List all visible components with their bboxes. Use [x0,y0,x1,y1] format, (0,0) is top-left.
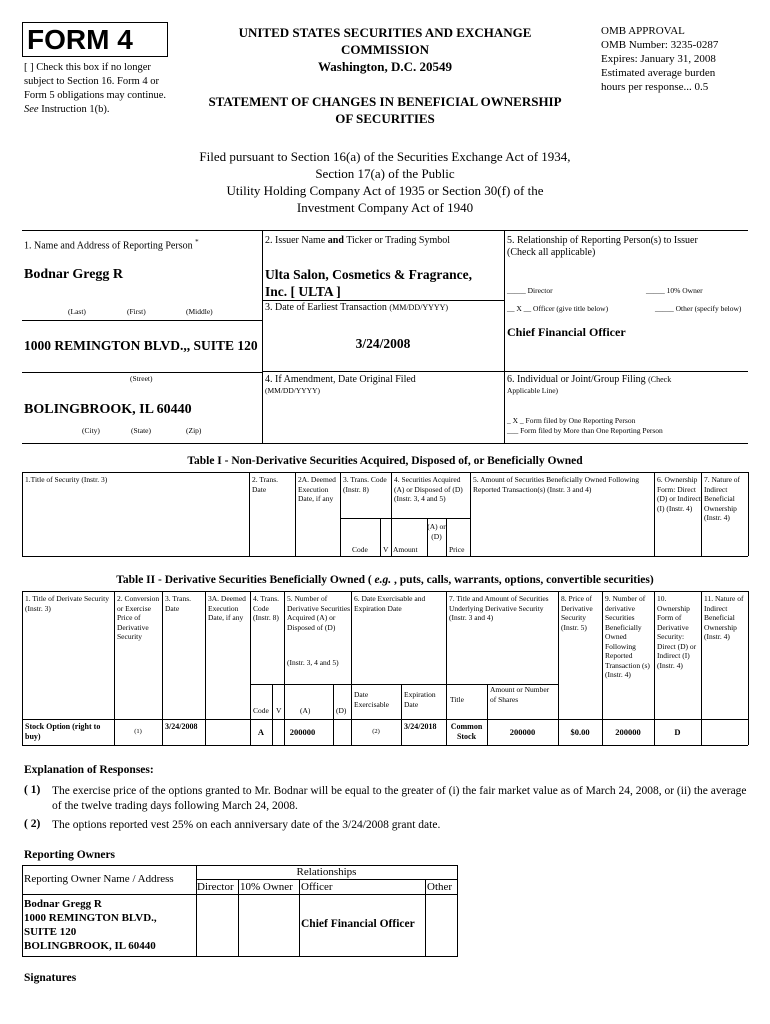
t2-row-owned: 200000 [615,727,641,737]
agency-line1: UNITED STATES SECURITIES AND EXCHANGE [238,25,532,40]
street-label: (Street) [130,374,153,383]
form-title: FORM 4 [27,24,133,55]
t1-sub-v: V [383,545,389,554]
filing-more: ___ Form filed by More than One Reporting Person [507,426,663,435]
t2-v-a [333,684,334,745]
statement-title [170,93,600,127]
omb-line2: OMB Number: 3235-0287 [601,39,719,51]
table1-bottom [22,556,748,557]
t2-sub-exp: Expiration Date [404,690,436,709]
t2-v4 [250,591,251,745]
t1-col7: 7. Nature of Indirect Beneficial Ownership (Instr. 4) [704,475,741,522]
t1-v0 [22,472,23,556]
reporting-person-name: Bodnar Gregg R [24,267,124,282]
t2-col10: 10. Ownership Form of Derivative Security: Direct (D) or Indirect (I) (Instr. 4) [657,594,697,670]
t2-sub-d: (D) [336,706,347,715]
t2-sub-date-ex: Date Exercisable [354,690,389,709]
t1-col2a: 2A. Deemed Execution Date, if any [298,475,336,503]
t2-row-title: Common Stock [450,722,483,741]
filed-line1: Filed pursuant to Section 16(a) of the Securities Exchange Act of 1934, [199,149,571,164]
t1-v5 [470,472,471,556]
ro-owner-address: Bodnar Gregg R 1000 REMINGTON BLVD., SUITE 120 BOLINGBROOK, IL 60440 [24,898,157,952]
t2-v11 [701,591,702,745]
city-state-zip: BOLINGBROOK, IL 60440 [24,402,192,417]
t1-subrule [340,518,470,519]
t1-col4: 4. Securities Acquired (A) or Disposed of (D) (Instr. 3, 4 and 5) [394,475,463,503]
ro-v2 [238,879,239,956]
t2-col4: 4. Trans. Code (Instr. 8) [253,594,280,622]
t1-sub-code: Code [352,545,368,554]
t1-col6: 6. Ownership Form: Direct (D) or Indirect (I) (Instr. 4) [657,475,701,513]
t2-v0 [22,591,23,745]
omb-approval [601,24,766,94]
street-address: 1000 REMINGTON BLVD.,, SUITE 120 [24,338,258,353]
see-instruction-rest: Instruction 1(b). [38,104,110,115]
t2-sub-v: V [276,706,282,715]
t1-sub-aord: (A) or (D) [427,522,446,541]
t1-v7 [701,472,702,556]
see-instruction-italic: See [24,104,39,115]
ro-col-ten: 10% Owner [240,881,293,893]
reporting-owners-heading: Reporting Owners [24,849,116,861]
rule-date [262,371,504,372]
issuer-label: 2. Issuer Name and Ticker or Trading Symbol [265,235,451,246]
rule-section-bottom [22,443,748,444]
omb-line5: hours per response... 0.5 [601,81,709,93]
agency-line2: COMMISSION [340,42,430,57]
table2-header-bottom [22,719,748,720]
earliest-date-label: 3. Date of Earliest Transaction (MM/DD/YYYY) [265,302,449,313]
t2-v5 [284,591,285,745]
amendment-format: (MM/DD/YYYY) [265,386,320,395]
filed-pursuant [100,148,670,216]
check-box-note-text: [ ] Check this box if no longer subject to Section 16. Form 4 or Form 5 obligations may continue. [24,62,167,101]
relationship-label: 5. Relationship of Reporting Person(s) to Issuer (Check all applicable) [507,235,698,258]
t2-v3 [205,591,206,745]
t2-row-ownership-form: D [674,727,681,737]
t1-v1 [249,472,250,556]
t2-v9 [602,591,603,745]
t2-col5b: (Instr. 3, 4 and 5) [287,658,339,667]
table2-bottom [22,745,748,746]
t1-v-v [380,518,381,556]
t2-col2: 2. Conversion or Exercise Price of Derivative Security [117,594,160,641]
t1-v2 [295,472,296,556]
city-label: (City) [82,426,100,435]
omb-line3: Expires: January 31, 2008 [601,53,716,65]
t2-sub-title: Title [450,695,464,704]
amendment-label: 4. If Amendment, Date Original Filed [265,374,416,385]
t2-v12 [748,591,749,745]
t2-row-amount: 200000 [509,727,536,737]
filing-one: _ X _ Form filed by One Reporting Person [507,416,636,425]
agency-block [170,24,600,75]
t1-col3: 3. Trans. Code (Instr. 8) [343,475,387,494]
statement-line2: OF SECURITIES [335,111,435,126]
t2-sub-amount: Amount or Number of Shares [490,685,550,704]
rel-other: _____ Other (specify below) [655,304,742,313]
t2-v-exp [401,684,402,745]
first-label: (First) [127,307,146,316]
omb-line4: Estimated average burden [601,67,716,79]
ro-v1 [196,865,197,956]
check-box-note [24,61,174,117]
t2-row-security: Stock Option (right to buy) [25,722,101,741]
t2-row-exp-date: 3/24/2018 [404,722,437,731]
rule-rel [504,371,748,372]
reporting-person-label: 1. Name and Address of Reporting Person * [24,238,199,252]
filed-line2: Section 17(a) of the Public [315,166,455,181]
ro-v4 [425,879,426,956]
ro-header-rule [22,894,457,895]
filed-line3: Utility Holding Company Act of 1935 or Section 30(f) of the [226,183,544,198]
zip-label: (Zip) [186,426,202,435]
earliest-date-value: 3/24/2008 [355,336,411,351]
officer-title: Chief Financial Officer [507,325,626,339]
t2-v6 [351,591,352,745]
ro-rel-rule [196,879,457,880]
rel-officer: __ X __ Officer (give title below) [507,304,609,313]
t1-sub-price: Price [449,545,465,554]
t2-col1: 1. Title of Derivate Security (Instr. 3) [25,594,109,613]
state-label: (State) [131,426,151,435]
rule-name [22,320,262,321]
t2-v2 [162,591,163,745]
t2-col9: 9. Number of derivative Securities Beneficially Owned Following Reported Transaction (s) (Instr. 4) [605,594,650,679]
t2-v10 [654,591,655,745]
t1-v4 [391,472,392,556]
ro-col-officer: Officer [301,881,333,893]
t2-row-code: A [257,727,265,737]
asterisk: * [195,238,199,246]
t1-v8 [748,472,749,556]
ro-col-name: Reporting Owner Name / Address [24,873,174,885]
t2-col6: 6. Date Exercisable and Expiration Date [354,594,426,613]
t1-sub-amount: Amount [393,545,418,554]
t2-row-acquired: 200000 [289,727,316,737]
note1-text: The exercise price of the options granted to Mr. Bodnar will be equal to the greater of (i) the fair market value as of March 24, 2008, or (ii) the average of the twelve trading days following March 24, 2008. [52,785,747,812]
ro-col-director: Director [197,881,234,893]
form-title-box [22,22,168,57]
table2-top [22,591,748,592]
issuer-name: Ulta Salon, Cosmetics & Fragrance, Inc. [ ULTA ] [265,267,472,299]
t2-col7: 7. Title and Amount of Securities Underlying Derivative Security (Instr. 3 and 4) [449,594,549,622]
rel-director: _____ Director [507,286,553,295]
t1-v-aord [446,518,447,556]
t2-col3a: 3A. Deemed Execution Date, if any [208,594,246,622]
rule-issuer [262,300,504,301]
ro-col-other: Other [427,881,453,893]
t1-v3 [340,472,341,556]
middle-label: (Middle) [186,307,213,316]
t1-col1: 1.Title of Security (Instr. 3) [25,475,108,484]
t2-col11: 11. Nature of Indirect Beneficial Ownership (Instr. 4) [704,594,744,641]
note1-num: ( 1) [24,784,41,796]
t2-sub-a: (A) [300,706,311,715]
ro-relationships: Relationships [296,866,357,878]
rel-ten-pct: _____ 10% Owner [646,286,703,295]
filing-label: 6. Individual or Joint/Group Filing (Check [507,374,672,385]
rule-street [22,372,262,373]
agency-line3: Washington, D.C. 20549 [318,59,452,74]
statement-line1: STATEMENT OF CHANGES IN BENEFICIAL OWNERSHIP [208,94,562,109]
omb-line1: OMB APPROVAL [601,25,685,37]
filing-sub: Applicable Line) [507,386,559,395]
t1-col2: 2. Trans. Date [252,475,279,494]
t1-v6 [654,472,655,556]
table2-title: Table II - Derivative Securities Beneficially Owned ( e.g. , puts, calls, warrants, options, convertible securities) [116,574,654,586]
t2-row-price: $0.00 [570,727,590,737]
t2-row-date-ex-note: (2) [372,728,380,735]
t2-row-trans-date: 3/24/2008 [165,722,198,731]
note2-text: The options reported vest 25% on each anniversary date of the 3/24/2008 grant date. [52,819,441,831]
t2-col8: 8. Price of Derivative Security (Instr. 5) [561,594,593,632]
ro-v3 [299,879,300,956]
ro-officer-value: Chief Financial Officer [301,918,415,930]
t1-col5: 5. Amount of Securities Beneficially Owned Following Reported Transaction(s) (Instr. 3 and 4) [473,475,640,494]
table1-title: Table I - Non-Derivative Securities Acquired, Disposed of, or Beneficially Owned [187,455,583,467]
filed-line4: Investment Company Act of 1940 [296,200,474,215]
t2-v8 [558,591,559,745]
last-label: (Last) [68,307,86,316]
t2-col5: 5. Number of Derivative Securities Acquired (A) or Disposed of (D) [287,594,351,632]
table1-top [22,472,748,473]
divider-2 [504,230,505,443]
t2-sub-code: Code [253,706,269,715]
t2-col3: 3. Trans. Date [165,594,192,613]
note2-num: ( 2) [24,818,41,830]
t2-v1 [114,591,115,745]
t2-row-conv-note: (1) [134,728,142,735]
explanation-heading: Explanation of Responses: [24,764,154,776]
signatures-heading: Signatures [24,972,77,984]
section-top-rule [22,230,748,231]
